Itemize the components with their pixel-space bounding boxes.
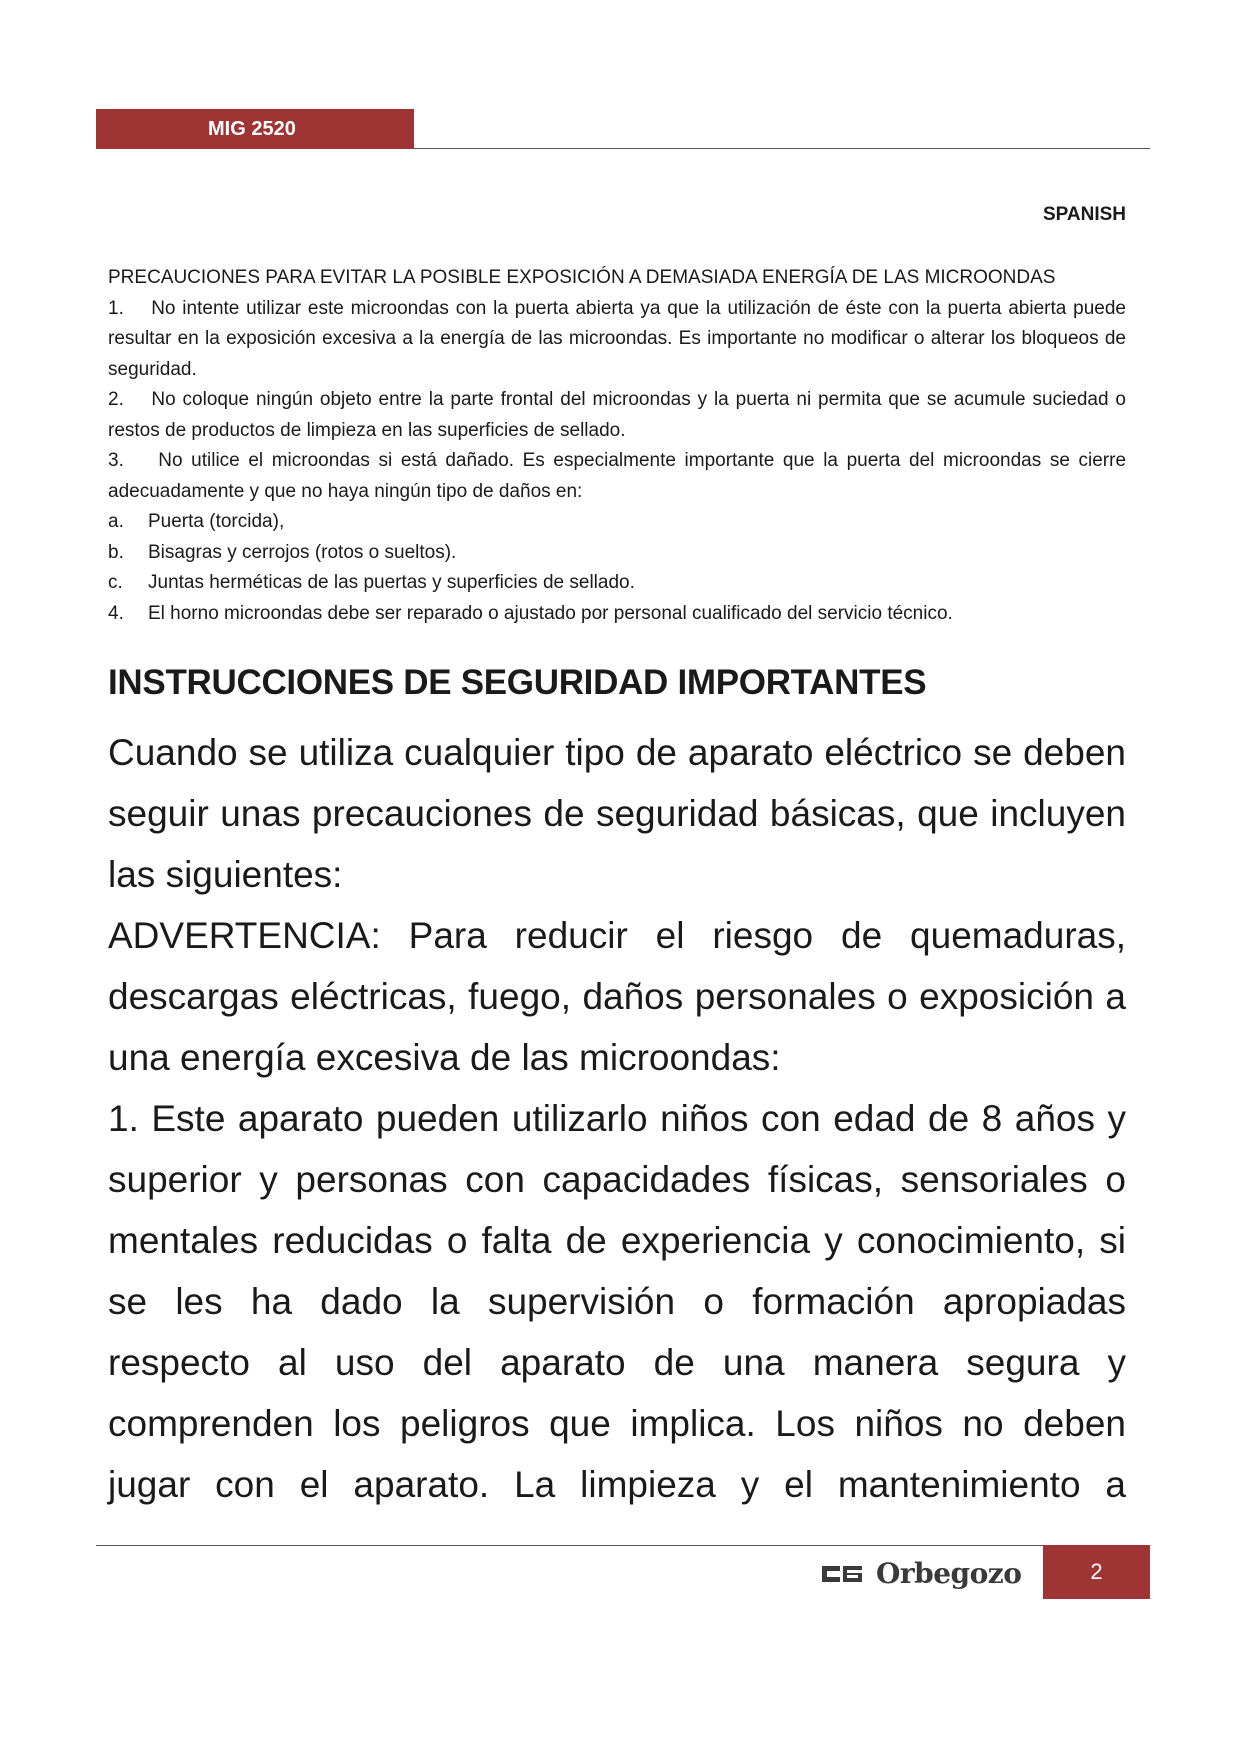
model-label: MIG 2520 xyxy=(96,109,414,149)
item-number: a. xyxy=(108,511,124,532)
list-item xyxy=(108,385,1126,446)
list-item xyxy=(108,294,1126,386)
language-label: SPANISH xyxy=(1042,204,1126,225)
precaution-item-3 xyxy=(108,446,1126,507)
precaution-item-2 xyxy=(108,385,1126,446)
precautions-section xyxy=(108,263,1126,629)
item-text-continued: abierta puede resultar en la exposición excesiva a la energía de las microondas. Es importante no modificar o alterar los bloqueos de seguridad. xyxy=(108,297,1126,380)
item-number: b. xyxy=(108,541,124,563)
item-text: No intente utilizar este microondas con la puerta abierta ya que la utilización de éste con la puerta xyxy=(151,297,1002,319)
item-number: 1. xyxy=(108,297,124,319)
list-item xyxy=(108,446,1126,507)
footer-divider xyxy=(96,1545,1043,1546)
safety-body xyxy=(108,722,1126,1515)
brand-name: Orbegozo xyxy=(876,1557,1022,1590)
section-title: INSTRUCCIONES DE SEGURIDAD IMPORTANTES xyxy=(108,663,927,702)
item-number: 4. xyxy=(108,602,124,624)
sub-item-a xyxy=(108,507,1126,538)
header-divider xyxy=(414,148,1150,149)
item-text: No coloque ningún objeto entre la parte frontal del microondas y la puerta ni permita que se acumule xyxy=(151,389,1026,410)
intro-paragraph: Cuando se utiliza cualquier tipo de aparato eléctrico se deben seguir unas precauciones de seguridad básicas, que incluyen las siguientes: xyxy=(108,732,1126,895)
point-1-paragraph: 1. Este aparato pueden utilizarlo niños con edad de 8 años y superior y personas con capacidades físicas, sensoriales o mentales reducidas o falta de experiencia y conocimiento, si se les ha dado la supervisión o formación apropiadas respecto al uso del aparato de una manera segura y comprenden los peligros que implica. Los niños no deben jugar con el aparato. La limpieza y el mantenimiento a xyxy=(108,1098,1126,1505)
item-text: Puerta (torcida), xyxy=(148,511,285,532)
precaution-item-1 xyxy=(108,294,1126,386)
warning-paragraph: ADVERTENCIA: Para reducir el riesgo de quemaduras, descargas eléctricas, fuego, daños personales o exposición a una energía excesiva de las microondas: xyxy=(108,915,1126,1078)
page-number: 2 xyxy=(1043,1545,1150,1599)
brand-logo-icon xyxy=(822,1562,862,1586)
item-number: c. xyxy=(108,572,123,593)
item-text: Juntas herméticas de las puertas y superficies de sellado. xyxy=(148,572,635,593)
item-text: No utilice el microondas si está dañado. Es especialmente importante que la puerta del microondas se xyxy=(158,450,1070,471)
item-text: Bisagras y cerrojos (rotos o sueltos). xyxy=(148,541,457,563)
item-text-continued: suciedad o restos de productos de limpieza en las superficies de sellado. xyxy=(108,389,1126,441)
sub-item-b xyxy=(108,538,1126,569)
item-number: 3. xyxy=(108,450,124,471)
brand-logo xyxy=(822,1557,1021,1590)
item-number: 2. xyxy=(108,389,124,410)
sub-item-c xyxy=(108,568,1126,599)
precaution-item-4 xyxy=(108,599,1126,630)
item-text: El horno microondas debe ser reparado o ajustado por personal cualificado del servicio técnico. xyxy=(148,602,953,624)
precautions-title: PRECAUCIONES PARA EVITAR LA POSIBLE EXPOSICIÓN A DEMASIADA ENERGÍA DE LAS MICROONDAS xyxy=(108,267,1056,288)
item-text-continued: cierre adecuadamente y que no haya ningún tipo de daños en: xyxy=(108,450,1127,502)
